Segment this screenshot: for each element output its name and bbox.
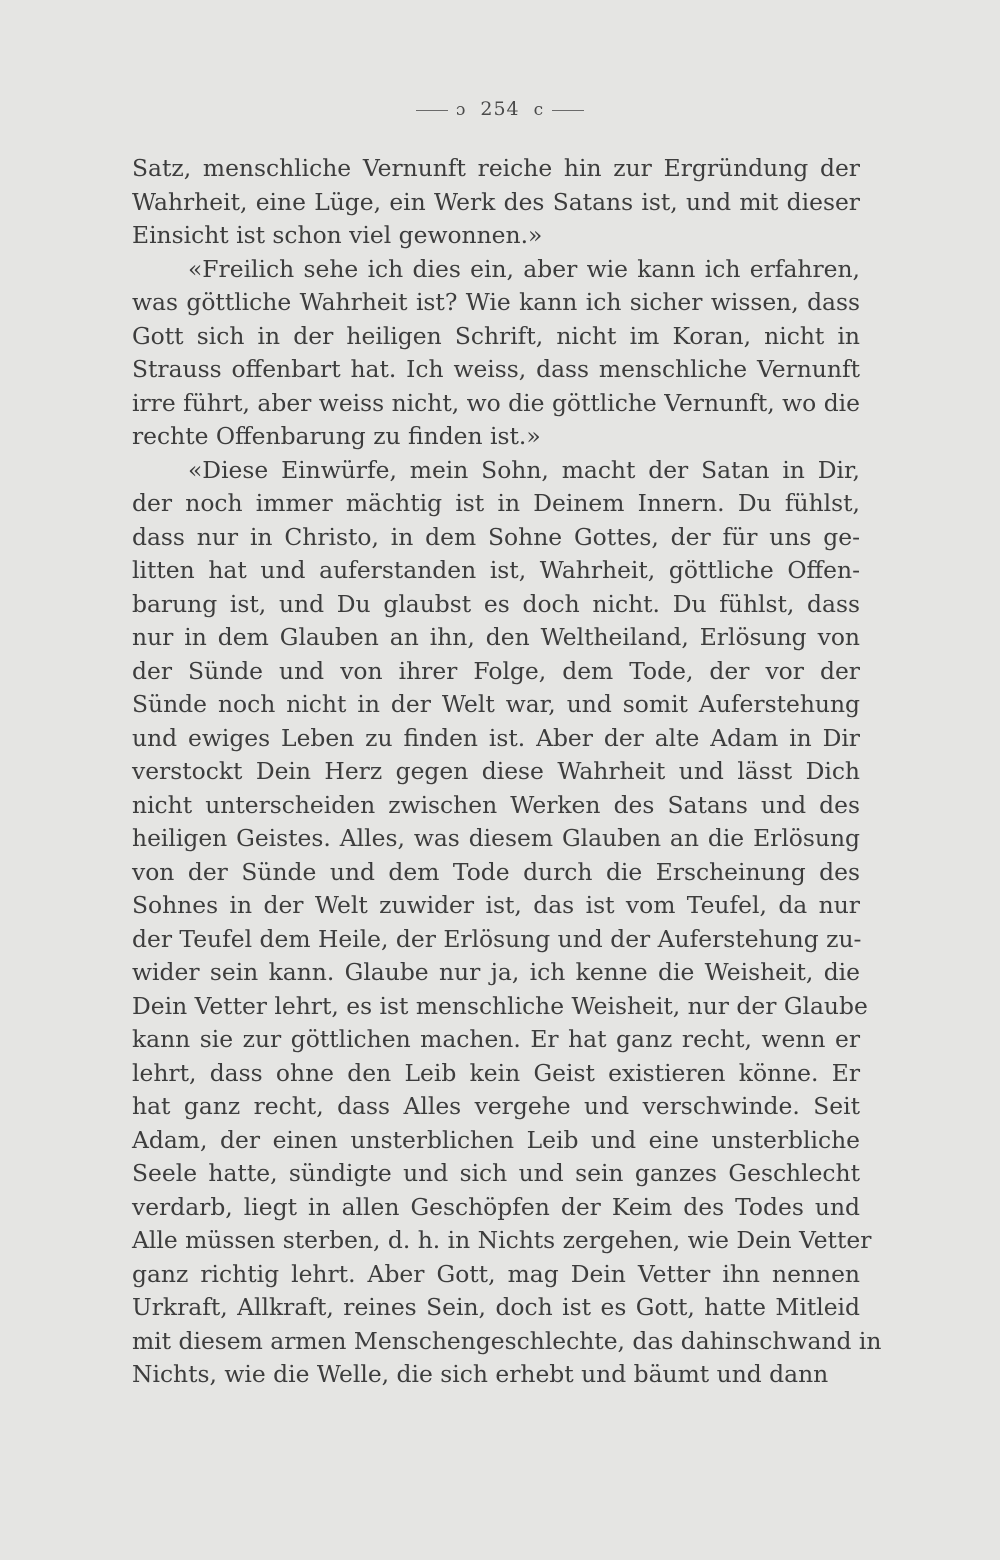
text-line: nur in dem Glauben an ihn, den Weltheiland, Erlösung von: [132, 623, 860, 651]
text-line: Alle müssen sterben, d. h. in Nichts zergehen, wie Dein Vetter: [132, 1226, 872, 1254]
text-line: was göttliche Wahrheit ist? Wie kann ich sicher wissen, dass: [132, 288, 860, 316]
text-line: Adam, der einen unsterblichen Leib und eine unsterbliche: [132, 1125, 860, 1154]
paragraph: [132, 253, 860, 454]
header-rule-left: [416, 110, 448, 111]
page-number: 254: [480, 98, 520, 120]
text-line: heiligen Geistes. Alles, was diesem Glauben an die Erlösung: [132, 824, 860, 852]
text-line: «Diese Einwürfe, mein Sohn, macht der Satan in Dir,: [188, 455, 860, 484]
paragraph: [132, 454, 882, 1392]
text-line: Seele hatte, sündigte und sich und sein ganzes Geschlecht: [132, 1159, 860, 1187]
text-line: hat ganz recht, dass Alles vergehe und verschwinde. Seit: [132, 1092, 860, 1120]
text-line: Dein Vetter lehrt, es ist menschliche Weisheit, nur der Glaube: [132, 991, 868, 1020]
header-ornament-left: ɔ: [455, 100, 467, 120]
page-header: [0, 98, 1000, 120]
text-line: kann sie zur göttlichen machen. Er hat ganz recht, wenn er: [132, 1025, 860, 1053]
text-line: der Teufel dem Heile, der Erlösung und der Auferstehung zu-: [132, 924, 862, 953]
text-line: verdarb, liegt in allen Geschöpfen der Keim des Todes und: [132, 1192, 860, 1221]
header-ornament-right: c: [533, 100, 545, 120]
text-line: Sünde noch nicht in der Welt war, und somit Auferstehung: [132, 690, 860, 718]
text-line: ganz richtig lehrt. Aber Gott, mag Dein Vetter ihn nennen: [132, 1259, 860, 1288]
text-line: Satz, menschliche Vernunft reiche hin zur Ergründung der: [132, 154, 860, 182]
header-rule-right: [552, 110, 584, 111]
text-line: der Sünde und von ihrer Folge, dem Tode, der vor der: [132, 656, 860, 685]
body-text: [132, 152, 882, 1392]
text-line: rechte Offenbarung zu finden ist.»: [132, 422, 541, 450]
paragraph: [132, 152, 860, 253]
text-line: wider sein kann. Glaube nur ja, ich kenne die Weisheit, die: [132, 958, 860, 986]
text-line: verstockt Dein Herz gegen diese Wahrheit und lässt Dich: [132, 757, 860, 785]
text-line: Nichts, wie die Welle, die sich erhebt und bäumt und dann: [132, 1360, 829, 1388]
text-line: Sohnes in der Welt zuwider ist, das ist vom Teufel, da nur: [132, 891, 860, 919]
text-line: dass nur in Christo, in dem Sohne Gottes, der für uns ge-: [132, 522, 860, 551]
text-line: «Freilich sehe ich dies ein, aber wie kann ich erfahren,: [188, 254, 860, 283]
text-line: irre führt, aber weiss nicht, wo die göttliche Vernunft, wo die: [132, 388, 860, 417]
text-line: von der Sünde und dem Tode durch die Erscheinung des: [132, 857, 860, 886]
text-line: Wahrheit, eine Lüge, ein Werk des Satans ist, und mit dieser: [132, 187, 860, 216]
text-line: nicht unterscheiden zwischen Werken des Satans und des: [132, 790, 860, 819]
text-line: der noch immer mächtig ist in Deinem Innern. Du fühlst,: [132, 489, 860, 517]
text-line: litten hat und auferstanden ist, Wahrheit, göttliche Offen-: [132, 556, 860, 584]
text-line: Strauss offenbart hat. Ich weiss, dass menschliche Vernunft: [132, 355, 860, 383]
text-line: Urkraft, Allkraft, reines Sein, doch ist es Gott, hatte Mitleid: [132, 1293, 860, 1321]
text-line: barung ist, und Du glaubst es doch nicht. Du fühlst, dass: [132, 589, 860, 618]
text-line: mit diesem armen Menschengeschlechte, das dahinschwand in: [132, 1326, 882, 1355]
text-line: und ewiges Leben zu finden ist. Aber der alte Adam in Dir: [132, 723, 860, 752]
text-line: Gott sich in der heiligen Schrift, nicht im Koran, nicht in: [132, 321, 860, 350]
text-line: lehrt, dass ohne den Leib kein Geist existieren könne. Er: [132, 1058, 860, 1087]
text-line: Einsicht ist schon viel gewonnen.»: [132, 221, 543, 249]
